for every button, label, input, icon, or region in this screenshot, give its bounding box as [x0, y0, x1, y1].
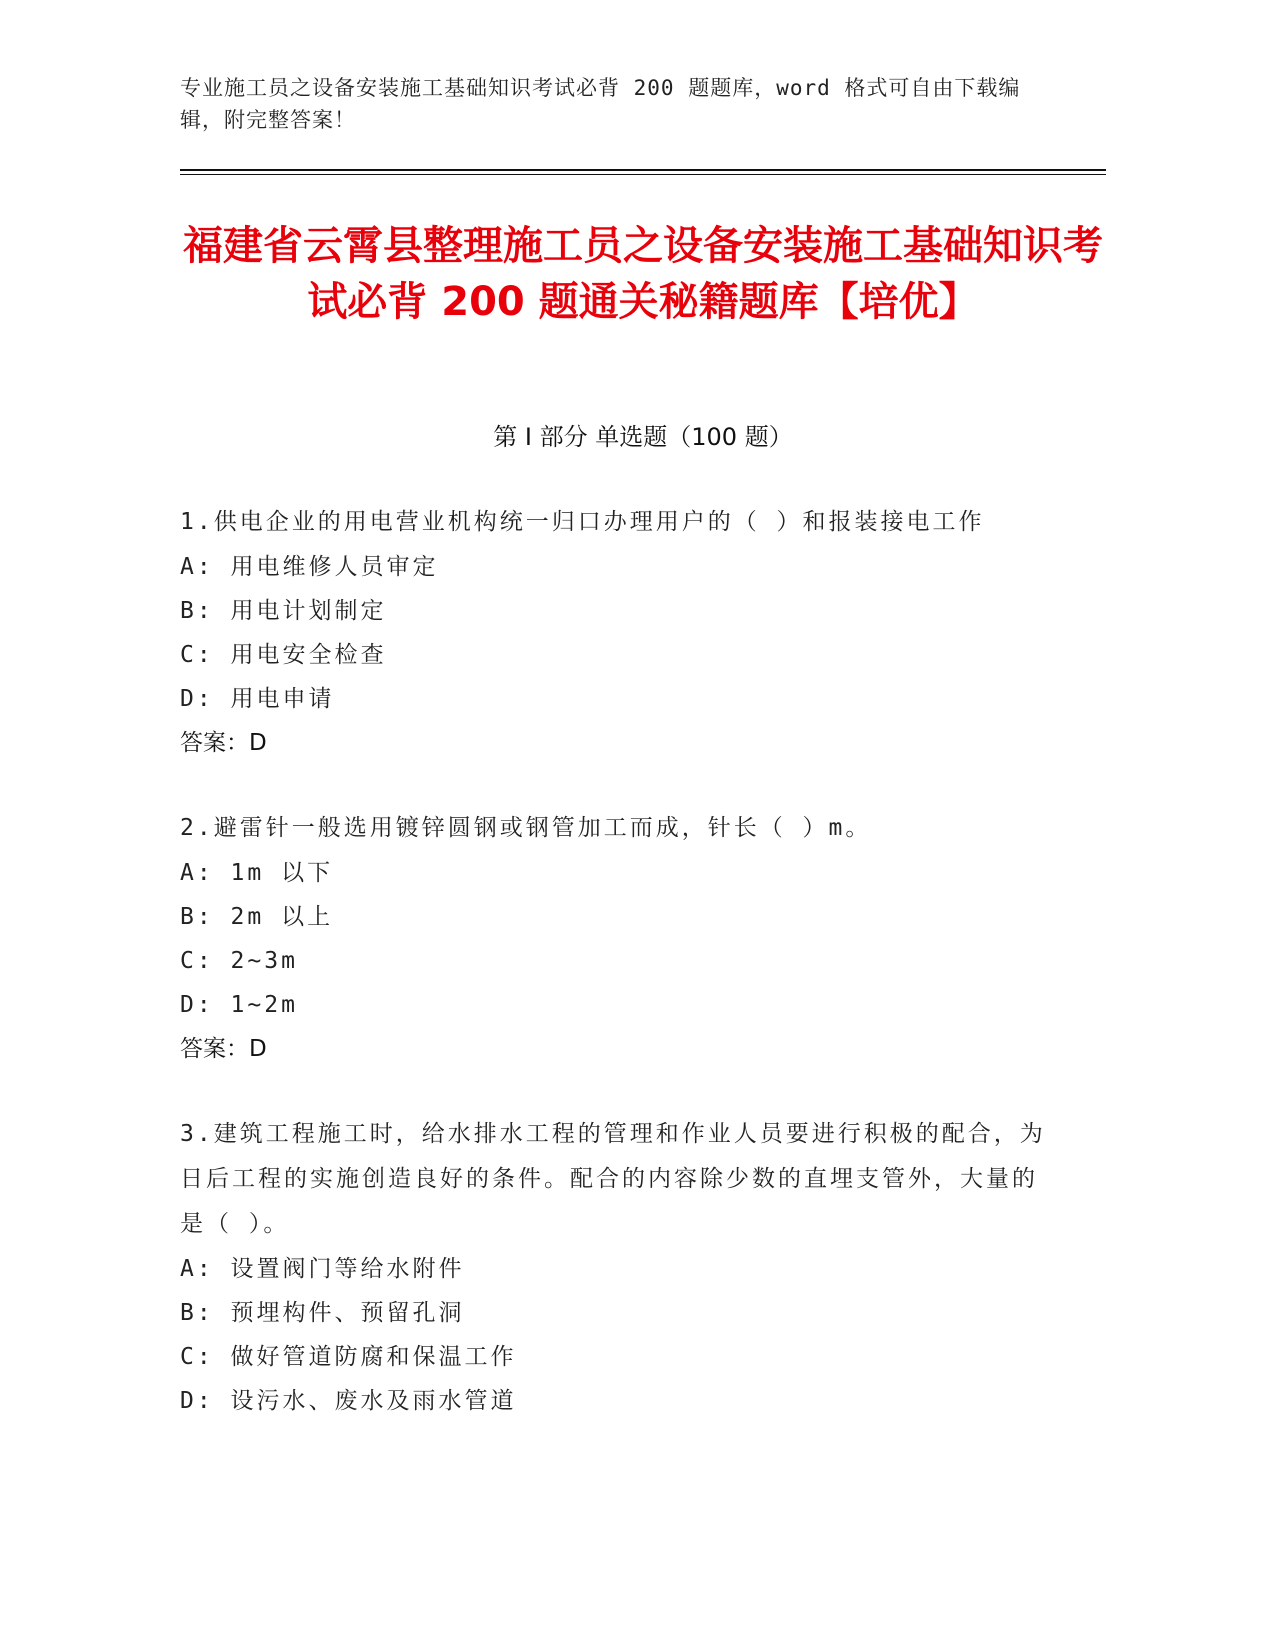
header-divider-thick [180, 169, 1106, 171]
question-3 [180, 1112, 1060, 1423]
option-d: D: 1~2m [180, 992, 298, 1018]
question-stem: 3.建筑工程施工时，给水排水工程的管理和作业人员要进行积极的配合，为日后工程的实施创造良好的条件。配合的内容除少数的直埋支管外，大量的是（ ）。 [180, 1121, 1046, 1237]
answer-label: 答案： [180, 730, 249, 756]
question-1 [180, 500, 1060, 765]
question-stem: 1.供电企业的用电营业机构统一归口办理用户的（ ）和报装接电工作 [180, 509, 985, 535]
header-note: 专业施工员之设备安装施工基础知识考试必背 200 题题库，word 格式可自由下载编辑，附完整答案！ [180, 76, 1021, 132]
answer-value: D [249, 1036, 267, 1062]
option-b: B: 用电计划制定 [180, 598, 387, 624]
answer-line [180, 721, 1060, 765]
document-title: 福建省云霄县整理施工员之设备安装施工基础知识考试必背 200 题通关秘籍题库【培优】 [183, 223, 1103, 325]
answer-label: 答案： [180, 1036, 249, 1062]
option-c: C: 用电安全检查 [180, 642, 387, 668]
option-c: C: 2~3m [180, 948, 298, 974]
question-2 [180, 806, 1060, 1071]
option-c: C: 做好管道防腐和保温工作 [180, 1344, 517, 1370]
option-a: A: 设置阀门等给水附件 [180, 1256, 465, 1282]
option-b: B: 2m 以上 [180, 904, 334, 930]
section-title: 第 I 部分 单选题（100 题） [493, 423, 793, 451]
question-stem: 2.避雷针一般选用镀锌圆钢或钢管加工而成，针长（ ）m。 [180, 815, 872, 841]
option-a: A: 用电维修人员审定 [180, 554, 439, 580]
option-d: D: 设污水、废水及雨水管道 [180, 1388, 517, 1414]
option-d: D: 用电申请 [180, 686, 335, 712]
answer-value: D [249, 730, 267, 756]
option-a: A: 1m 以下 [180, 860, 334, 886]
header-divider-thin [180, 174, 1106, 175]
option-b: B: 预埋构件、预留孔洞 [180, 1300, 465, 1326]
answer-line [180, 1027, 1060, 1071]
